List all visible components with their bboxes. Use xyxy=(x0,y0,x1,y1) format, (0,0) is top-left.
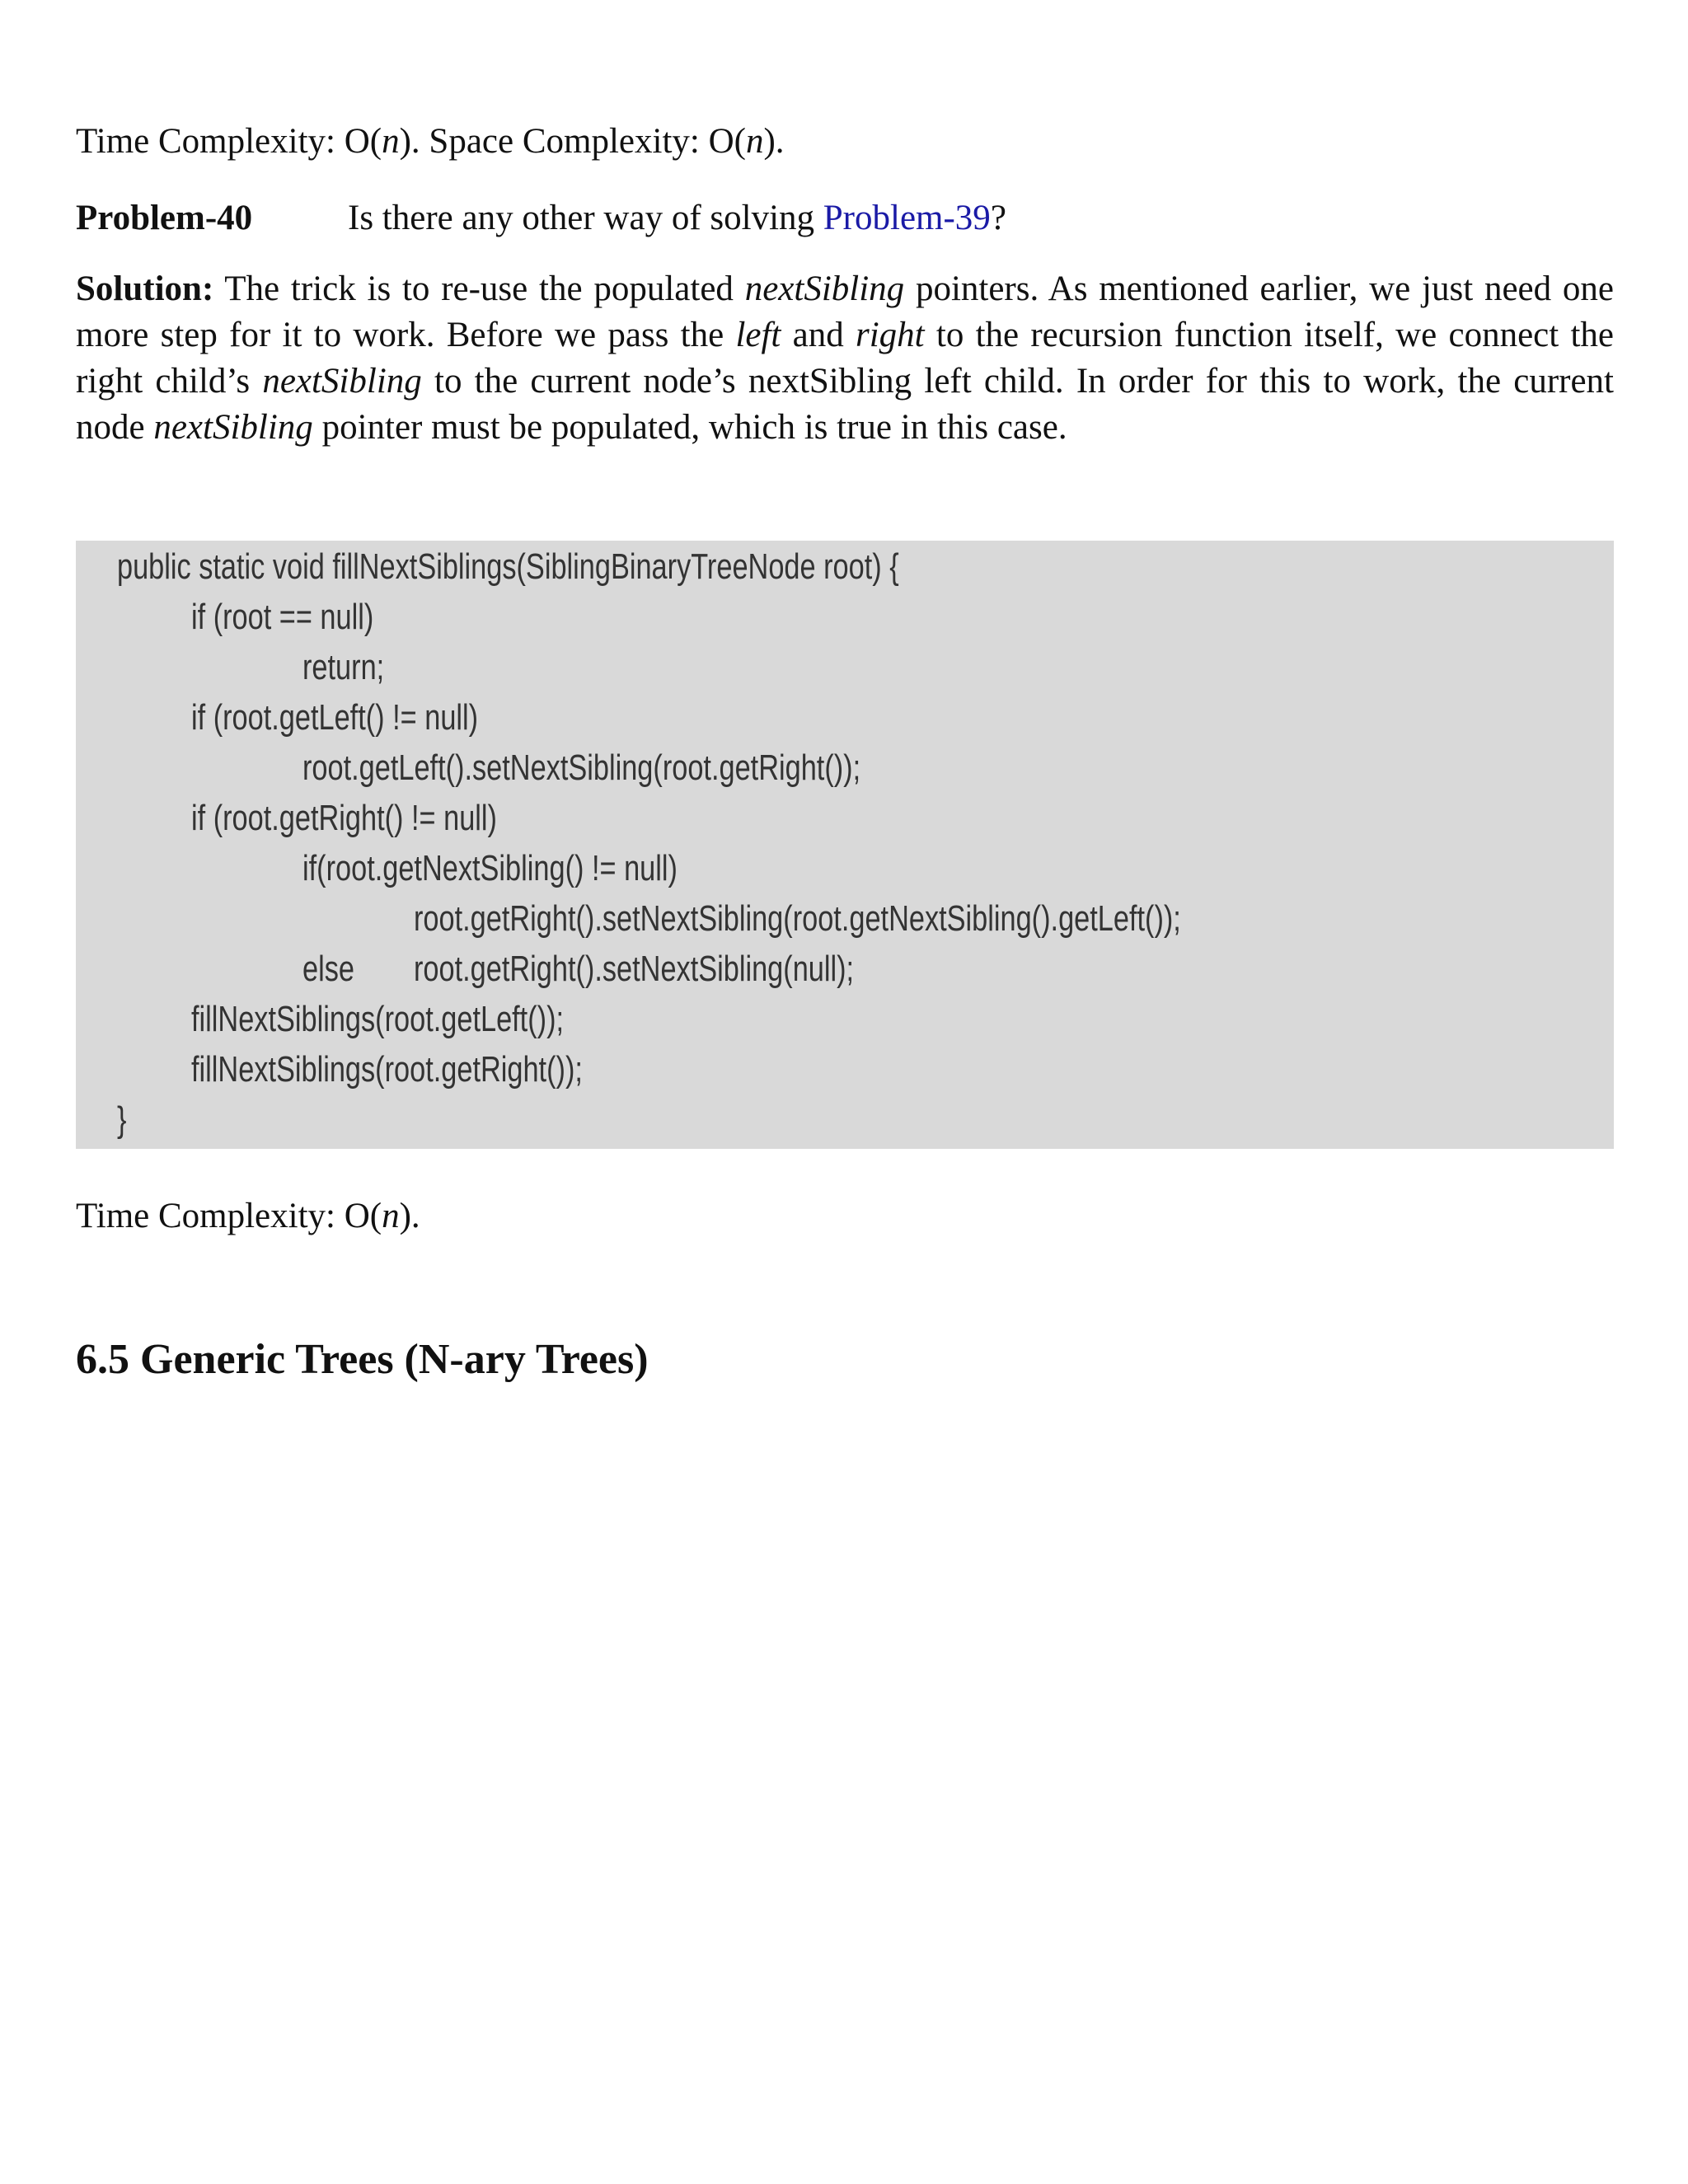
code-line: public static void fillNextSiblings(SiblingBinaryTreeNode root) { xyxy=(117,546,899,587)
time-complexity-line: Time Complexity: O(n). Space Complexity: O(n). xyxy=(76,122,785,161)
code-line: root.getLeft().setNextSibling(root.getRight()); xyxy=(302,748,861,788)
code-line: return; xyxy=(302,647,385,687)
solution-label: Solution: xyxy=(76,269,214,308)
section-heading: 6.5 Generic Trees (N-ary Trees) xyxy=(76,1336,649,1383)
code-line: else xyxy=(302,949,354,989)
code-line: root.getRight().setNextSibling(null); xyxy=(414,949,855,989)
code-line: if (root == null) xyxy=(191,597,374,637)
problem-39-link[interactable]: Problem-39 xyxy=(823,199,991,237)
time-complexity-line-2: Time Complexity: O(n). xyxy=(76,1197,420,1235)
code-line: if (root.getRight() != null) xyxy=(191,798,497,838)
solution-paragraph: Solution: The trick is to re-use the populated nextSibling pointers. As mentioned earlier, we just need one more step for it to work. Before we pass the left and right to the recursion function itself, we connect the right child’s nextSibling to the current node’s nextSibling left child. In order for this to work, the current node nextSibling pointer must be populated, which is true in this case. xyxy=(76,269,1615,447)
code-line: if (root.getLeft() != null) xyxy=(191,697,479,738)
code-line: root.getRight().setNextSibling(root.getNextSibling().getLeft()); xyxy=(414,898,1181,939)
code-line: fillNextSiblings(root.getRight()); xyxy=(191,1049,583,1090)
code-line: } xyxy=(117,1099,127,1140)
code-block xyxy=(76,541,1614,1149)
code-line: if(root.getNextSibling() != null) xyxy=(302,848,678,888)
problem-statement: Problem-40 Is there any other way of solving Problem-39? xyxy=(76,195,1614,241)
problem-label: Problem-40 xyxy=(76,199,253,237)
code-line: fillNextSiblings(root.getLeft()); xyxy=(191,999,565,1039)
